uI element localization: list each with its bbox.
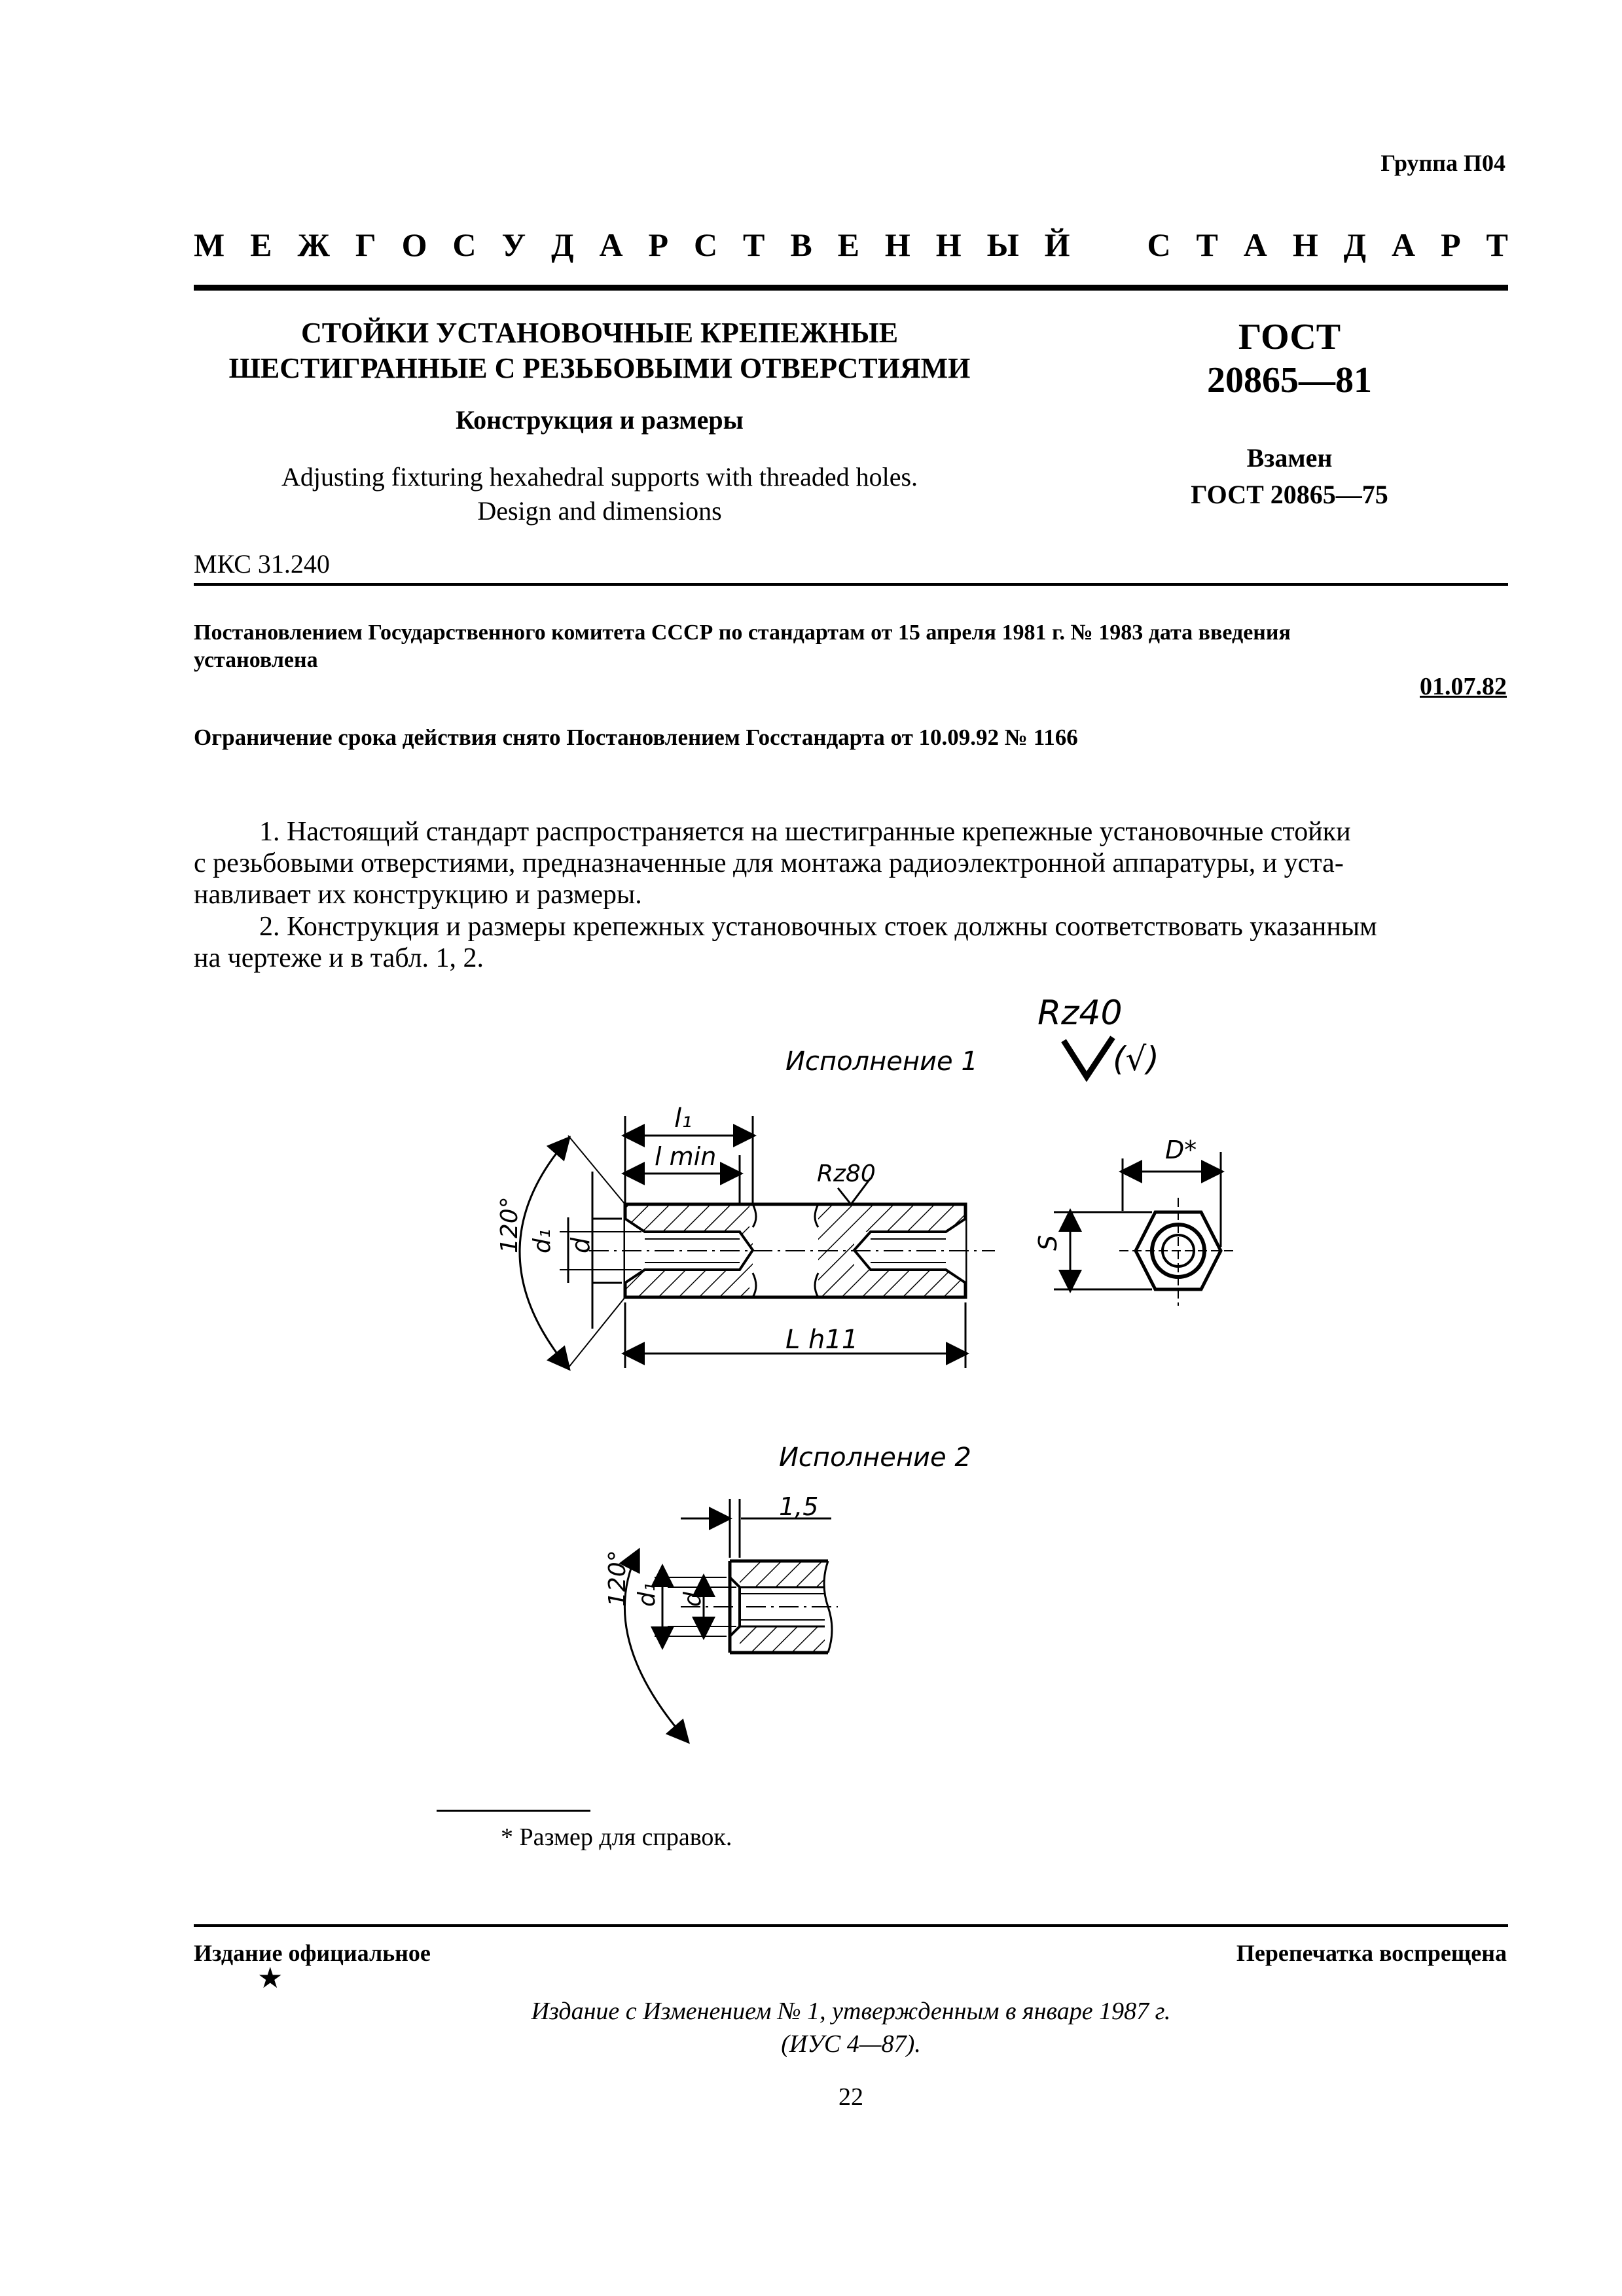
gost-label: ГОСТ bbox=[1238, 317, 1341, 357]
page-number: 22 bbox=[838, 2083, 863, 2111]
version-1-section-view bbox=[589, 1204, 995, 1297]
banner-letter: Р bbox=[1441, 226, 1461, 263]
banner-letter: Н bbox=[1292, 226, 1318, 263]
banner-letter: Т bbox=[743, 226, 765, 263]
d1-label: d₁ bbox=[529, 1229, 556, 1253]
rz80-label: Rz80 bbox=[817, 1160, 876, 1187]
decree-line2: установлена bbox=[194, 648, 318, 672]
banner-letter: Ы bbox=[986, 226, 1019, 263]
footer-rule bbox=[194, 1924, 1508, 1927]
roughness-paren-label: (√) bbox=[1113, 1040, 1159, 1078]
banner-letter: Е bbox=[250, 226, 272, 263]
star-icon: ★ bbox=[257, 1962, 283, 1994]
d-label: d bbox=[566, 1237, 595, 1253]
title-ru-line2: ШЕСТИГРАННЫЕ С РЕЗЬБОВЫМИ ОТВЕРСТИЯМИ bbox=[228, 352, 971, 384]
banner-letter: Е bbox=[837, 226, 859, 263]
banner-letter: А bbox=[1243, 226, 1267, 263]
edition-line1: Издание с Изменением № 1, утвержденным в январе 1987 г. bbox=[531, 1998, 1171, 2025]
edition-line2: (ИУС 4—87). bbox=[781, 2030, 921, 2058]
paragraph-2-line1: 2. Конструкция и размеры крепежных установочных стоек должны соответствовать указанным bbox=[259, 912, 1377, 942]
banner-letter: Т bbox=[1486, 226, 1508, 263]
lmin-label: l min bbox=[655, 1142, 717, 1171]
footnote: * Размер для справок. bbox=[501, 1823, 732, 1851]
official-edition: Издание официальное bbox=[194, 1940, 431, 1966]
footnote-rule bbox=[437, 1810, 590, 1812]
paragraph-1-line3: навливает их конструкцию и размеры. bbox=[194, 880, 642, 910]
version-2-label: Исполнение 2 bbox=[779, 1443, 971, 1473]
hex-end-view bbox=[1034, 1136, 1237, 1306]
subtitle-ru: Конструкция и размеры bbox=[456, 405, 744, 435]
title-ru-line1: СТОЙКИ УСТАНОВОЧНЫЕ КРЕПЕЖНЫЕ bbox=[300, 317, 899, 349]
angle-label: 120° bbox=[496, 1196, 523, 1253]
banner-letter: Ж bbox=[297, 226, 330, 263]
banner-letter: О bbox=[401, 226, 427, 263]
mks-code: МКС 31.240 bbox=[194, 549, 330, 579]
banner-letter: С bbox=[1147, 226, 1171, 263]
decree-line1: Постановлением Государственного комитета СССР по стандартам от 15 апреля 1981 г. № 1983 дата введения bbox=[194, 620, 1291, 645]
hex-d-label: D* bbox=[1165, 1136, 1197, 1164]
banner-letter: А bbox=[1392, 226, 1416, 263]
l1-label: l₁ bbox=[674, 1103, 693, 1134]
banner-letter: Д bbox=[1343, 226, 1367, 263]
paragraph-1-line2: с резьбовыми отверстиями, предназначенные для монтажа радиоэлектронной аппаратуры, и уста- bbox=[194, 848, 1344, 878]
banner-letter: С bbox=[693, 226, 718, 263]
banner-letter: Д bbox=[551, 226, 574, 263]
version-1-label: Исполнение 1 bbox=[785, 1047, 978, 1077]
banner-letter: В bbox=[790, 226, 812, 263]
group-label: Группа П04 bbox=[1380, 150, 1505, 176]
v2-angle-label: 120° bbox=[604, 1550, 631, 1607]
reprint-prohibited: Перепечатка воспрещена bbox=[1236, 1940, 1507, 1966]
roughness-rz40-label: Rz40 bbox=[1037, 994, 1123, 1033]
paragraph-2-line2: на чертеже и в табл. 1, 2. bbox=[194, 943, 484, 973]
banner-letter: С bbox=[452, 226, 477, 263]
banner-letter: У bbox=[501, 226, 526, 263]
length-label: L h11 bbox=[785, 1325, 859, 1355]
banner-letter: А bbox=[599, 226, 623, 263]
banner-letter: Й bbox=[1044, 226, 1070, 263]
title-en-line2: Design and dimensions bbox=[477, 496, 722, 526]
replaces-number: ГОСТ 20865—75 bbox=[1191, 480, 1388, 509]
banner-letter: Р bbox=[648, 226, 669, 263]
v2-d1-label: d₁ bbox=[634, 1582, 660, 1607]
banner-letter: Н bbox=[884, 226, 910, 263]
roughness-check-icon bbox=[1064, 1037, 1113, 1077]
title-en-line1: Adjusting fixturing hexahedral supports with threaded holes. bbox=[281, 462, 918, 492]
replaces-label: Взамен bbox=[1246, 443, 1333, 473]
banner-letter: М bbox=[194, 226, 225, 263]
gost-number: 20865—81 bbox=[1207, 360, 1372, 401]
dim-1-5-label: 1,5 bbox=[779, 1492, 819, 1521]
limitation-text: Ограничение срока действия снято Постановлением Госстандарта от 10.09.92 № 1166 bbox=[194, 725, 1078, 750]
hex-s-label: S bbox=[1034, 1234, 1062, 1251]
banner-letter: Г bbox=[355, 226, 376, 263]
banner-letter: Т bbox=[1196, 226, 1218, 263]
v2-d-label: d bbox=[679, 1592, 706, 1607]
paragraph-1-line1: 1. Настоящий стандарт распространяется на шестигранные крепежные установочные стойки bbox=[259, 817, 1351, 847]
introduction-date: 01.07.82 bbox=[1420, 673, 1507, 700]
banner-letter: Н bbox=[935, 226, 962, 263]
edition-note bbox=[194, 1995, 1508, 2060]
roughness-symbol bbox=[1037, 994, 1159, 1078]
